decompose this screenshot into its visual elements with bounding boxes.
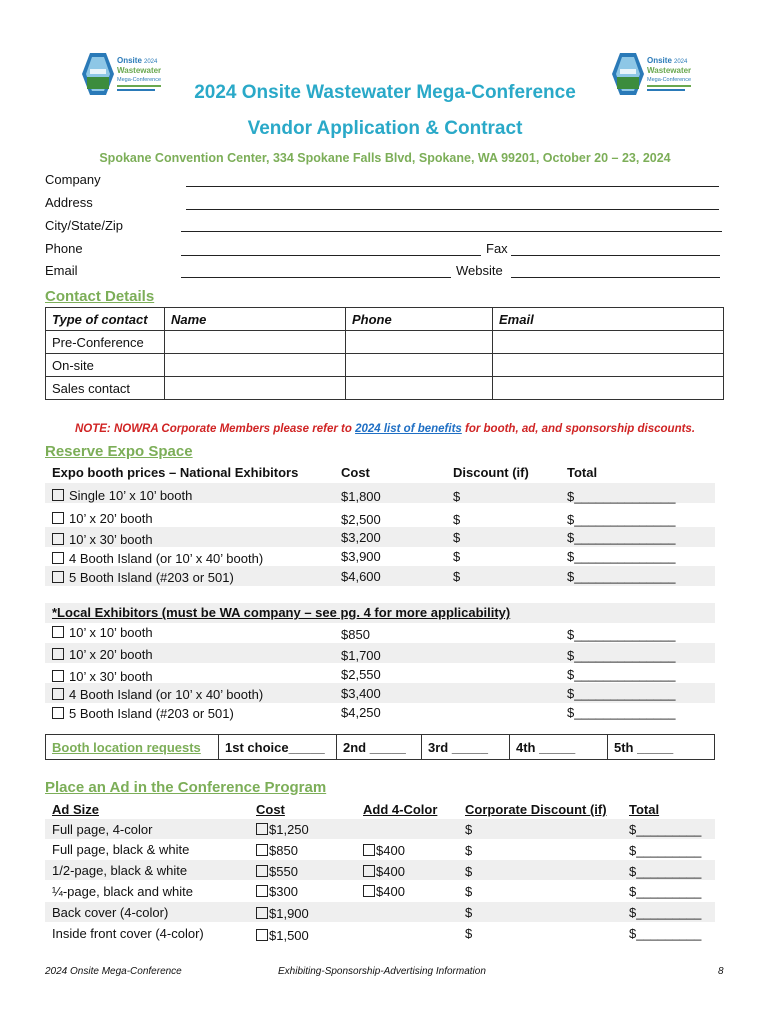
ad-size: 1/2-page, black & white <box>52 863 188 878</box>
page-number: 8 <box>718 966 724 977</box>
booth-cost: $3,400 <box>341 686 381 701</box>
table-row <box>46 354 724 377</box>
website-field[interactable] <box>511 277 720 278</box>
contact-phone-cell[interactable] <box>346 377 493 400</box>
ad-cost-header: Cost <box>256 802 285 817</box>
table-row <box>46 377 724 400</box>
checkbox-icon[interactable] <box>52 552 64 564</box>
page-title: 2024 Onsite Wastewater Mega-Conference <box>194 82 576 103</box>
logo-year: 2024 <box>674 59 688 65</box>
checkbox-icon[interactable] <box>256 885 268 897</box>
contact-name-cell[interactable] <box>165 331 346 354</box>
choice-2-field[interactable]: 2nd _____ <box>337 735 422 760</box>
discount-dollar: $ <box>465 822 473 837</box>
company-label: Company <box>45 172 101 187</box>
booth-cost: $4,600 <box>341 569 381 584</box>
footer-center: Exhibiting-Sponsorship-Advertising Information <box>278 966 486 977</box>
checkbox-icon[interactable] <box>52 707 64 719</box>
fax-label: Fax <box>486 241 508 256</box>
booth-requests-table <box>45 734 715 760</box>
contact-table <box>45 307 724 400</box>
booth-option[interactable]: 10’ x 10’ booth <box>52 625 153 640</box>
checkbox-icon[interactable] <box>52 688 64 700</box>
booth-requests-label: Booth location requests <box>46 735 219 760</box>
contact-phone-cell[interactable] <box>346 354 493 377</box>
contact-phone-cell[interactable] <box>346 331 493 354</box>
checkbox-icon[interactable] <box>52 571 64 583</box>
total-blank[interactable]: $______________ <box>567 627 676 642</box>
contact-header: Email <box>493 308 724 331</box>
phone-field[interactable] <box>181 255 481 256</box>
total-blank[interactable]: $______________ <box>567 686 676 701</box>
booth-option[interactable]: 4 Booth Island (or 10’ x 40’ booth) <box>52 687 263 702</box>
contact-name-cell[interactable] <box>165 354 346 377</box>
email-field[interactable] <box>181 277 451 278</box>
add-color-option[interactable]: $400 <box>363 864 405 879</box>
add-color-option[interactable]: $400 <box>363 843 405 858</box>
contact-section-title: Contact Details <box>45 288 155 305</box>
total-blank[interactable]: $______________ <box>567 489 676 504</box>
total-blank[interactable]: $______________ <box>567 667 676 682</box>
checkbox-icon[interactable] <box>363 865 375 877</box>
local-header: *Local Exhibitors (must be WA company – see pg. 4 for more applicability) <box>52 605 511 620</box>
ad-cost-option[interactable]: $550 <box>256 864 298 879</box>
ad-size: Inside front cover (4-color) <box>52 926 204 941</box>
checkbox-icon[interactable] <box>52 648 64 660</box>
ad-cost-option[interactable]: $1,250 <box>256 822 309 837</box>
booth-option[interactable]: 10’ x 30’ booth <box>52 532 153 547</box>
booth-option[interactable]: 5 Booth Island (#203 or 501) <box>52 706 234 721</box>
logo-year: 2024 <box>144 59 158 65</box>
discount-dollar: $ <box>465 926 473 941</box>
checkbox-icon[interactable] <box>256 844 268 856</box>
total-blank[interactable]: $_________ <box>629 864 702 879</box>
total-blank[interactable]: $______________ <box>567 530 676 545</box>
checkbox-icon[interactable] <box>363 885 375 897</box>
member-note <box>0 423 770 435</box>
discount-dollar: $ <box>453 530 461 545</box>
contact-email-cell[interactable] <box>493 331 724 354</box>
booth-option[interactable]: Single 10’ x 10’ booth <box>52 488 192 503</box>
logo-line2: Wastewater <box>117 66 162 75</box>
total-blank[interactable]: $_________ <box>629 926 702 941</box>
logo-line1: Onsite <box>117 56 142 65</box>
booth-cost: $2,550 <box>341 667 381 682</box>
total-blank[interactable]: $______________ <box>567 549 676 564</box>
total-blank[interactable]: $_________ <box>629 843 702 858</box>
discount-dollar: $ <box>465 843 473 858</box>
checkbox-icon[interactable] <box>52 626 64 638</box>
checkbox-icon[interactable] <box>256 907 268 919</box>
expo-section-title: Reserve Expo Space <box>45 443 193 460</box>
ad-size: Full page, 4-color <box>52 822 153 837</box>
booth-cost: $2,500 <box>341 512 381 527</box>
benefits-link[interactable]: 2024 list of benefits <box>355 423 462 435</box>
booth-option[interactable]: 10’ x 20’ booth <box>52 647 153 662</box>
booth-cost: $3,200 <box>341 530 381 545</box>
total-blank[interactable]: $_________ <box>629 822 702 837</box>
booth-cost: $1,800 <box>341 489 381 504</box>
booth-option[interactable]: 4 Booth Island (or 10’ x 40’ booth) <box>52 551 263 566</box>
website-label: Website <box>456 263 503 278</box>
ad-size: Full page, black & white <box>52 842 190 857</box>
checkbox-icon[interactable] <box>256 865 268 877</box>
contact-type: Sales contact <box>46 377 165 400</box>
contact-type: Pre-Conference <box>46 331 165 354</box>
address-label: Address <box>45 195 93 210</box>
note-text: NOTE: NOWRA Corporate Members please refer to <box>74 423 356 435</box>
national-header: Expo booth prices – National Exhibitors <box>52 465 299 480</box>
discount-dollar: $ <box>465 905 473 920</box>
fax-field[interactable] <box>511 255 720 256</box>
logo-line1: Onsite <box>647 56 672 65</box>
checkbox-icon[interactable] <box>256 929 268 941</box>
booth-cost: $4,250 <box>341 705 381 720</box>
checkbox-icon[interactable] <box>52 533 64 545</box>
discount-dollar: $ <box>453 549 461 564</box>
total-blank[interactable]: $_________ <box>629 905 702 920</box>
contact-header: Phone <box>346 308 493 331</box>
contact-email-cell[interactable] <box>493 377 724 400</box>
venue-line: Spokane Convention Center, 334 Spokane Falls Blvd, Spokane, WA 99201, October 20 – 23, 2024 <box>99 151 671 165</box>
choice-4-field[interactable]: 4th _____ <box>510 735 608 760</box>
booth-cost: $1,700 <box>341 648 381 663</box>
discount-dollar: $ <box>465 884 473 899</box>
discount-dollar: $ <box>465 864 473 879</box>
ad-total-header: Total <box>629 802 660 817</box>
checkbox-icon[interactable] <box>256 823 268 835</box>
ad-cost-option[interactable]: $1,500 <box>256 928 309 943</box>
booth-option[interactable]: 10’ x 20’ booth <box>52 511 153 526</box>
ad-cost-option[interactable]: $1,900 <box>256 906 309 921</box>
total-blank[interactable]: $______________ <box>567 569 676 584</box>
contact-email-cell[interactable] <box>493 354 724 377</box>
booth-cost: $850 <box>341 627 370 642</box>
contact-header: Name <box>165 308 346 331</box>
total-blank[interactable]: $______________ <box>567 648 676 663</box>
add-color-option[interactable]: $400 <box>363 884 405 899</box>
ads-section-title: Place an Ad in the Conference Program <box>45 779 327 796</box>
ad-size: Back cover (4-color) <box>52 905 169 920</box>
contact-type: On-site <box>46 354 165 377</box>
checkbox-icon[interactable] <box>52 489 64 501</box>
address-field[interactable] <box>186 209 719 210</box>
ad-size: ¼-page, black and white <box>52 884 193 899</box>
checkbox-icon[interactable] <box>52 670 64 682</box>
total-header: Total <box>567 465 598 480</box>
choice-1-field[interactable]: 1st choice_____ <box>219 735 337 760</box>
booth-option[interactable]: 10’ x 30’ booth <box>52 669 153 684</box>
choice-5-field[interactable]: 5th _____ <box>608 735 715 760</box>
ad-add-header: Add 4-Color <box>363 802 438 817</box>
ad-cost-option[interactable]: $850 <box>256 843 298 858</box>
contact-name-cell[interactable] <box>165 377 346 400</box>
choice-3-field[interactable]: 3rd _____ <box>422 735 510 760</box>
page-subtitle: Vendor Application & Contract <box>247 118 523 139</box>
footer-left: 2024 Onsite Mega-Conference <box>45 966 182 977</box>
booth-option[interactable]: 5 Booth Island (#203 or 501) <box>52 570 234 585</box>
booth-cost: $3,900 <box>341 549 381 564</box>
ad-size-header: Ad Size <box>52 802 99 817</box>
checkbox-icon[interactable] <box>363 844 375 856</box>
phone-label: Phone <box>45 241 83 256</box>
ad-discount-header: Corporate Discount (if) <box>465 802 607 817</box>
total-blank[interactable]: $______________ <box>567 705 676 720</box>
discount-dollar: $ <box>453 569 461 584</box>
discount-dollar: $ <box>453 489 461 504</box>
contact-header: Type of contact <box>46 308 165 331</box>
ad-cost-option[interactable]: $300 <box>256 884 298 899</box>
city-field[interactable] <box>181 231 722 232</box>
logo-line3: Mega-Conference <box>117 77 162 83</box>
cost-header: Cost <box>341 465 370 480</box>
city-label: City/State/Zip <box>45 218 124 233</box>
company-field[interactable] <box>186 186 719 187</box>
logo-line2: Wastewater <box>647 66 692 75</box>
table-row <box>46 331 724 354</box>
logo-line3: Mega-Conference <box>647 77 692 83</box>
discount-header: Discount (if) <box>453 465 529 480</box>
checkbox-icon[interactable] <box>52 512 64 524</box>
total-blank[interactable]: $______________ <box>567 512 676 527</box>
note-text: for booth, ad, and sponsorship discounts. <box>461 423 696 435</box>
total-blank[interactable]: $_________ <box>629 884 702 899</box>
email-label: Email <box>45 263 78 278</box>
discount-dollar: $ <box>453 512 461 527</box>
